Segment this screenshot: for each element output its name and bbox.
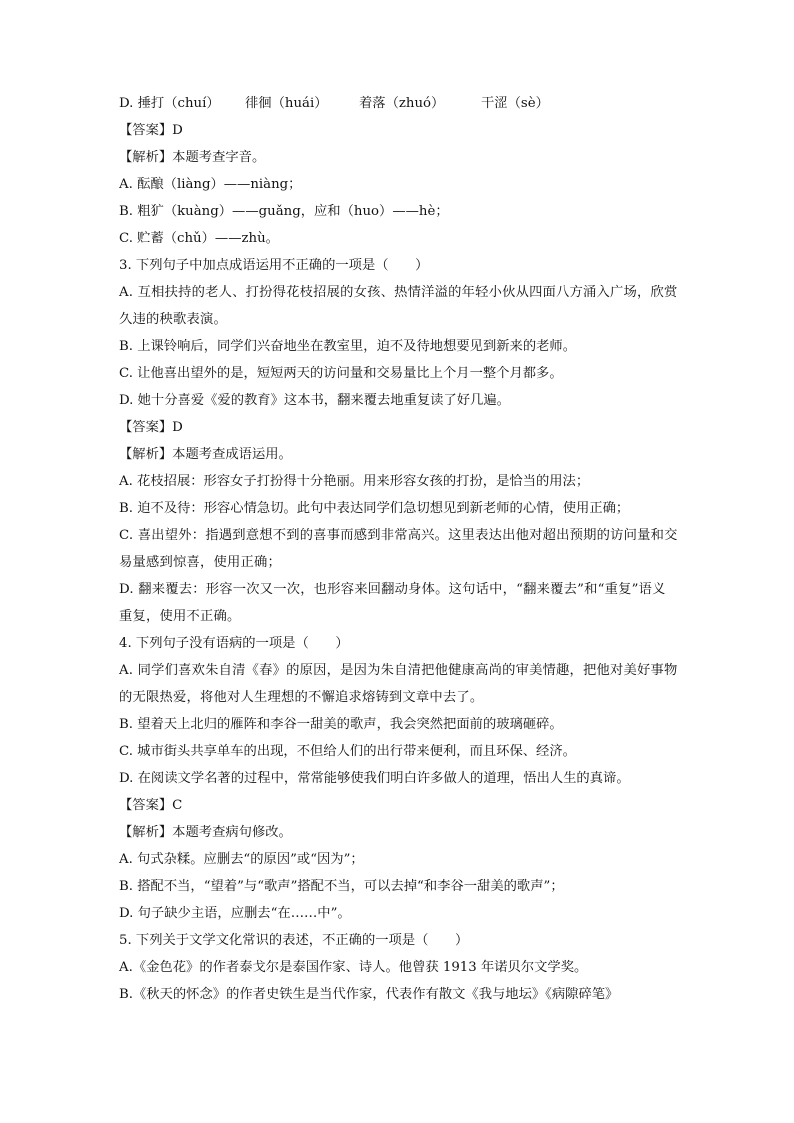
- prev-option-d-part-3: 着落（zhuó）: [359, 96, 445, 111]
- q3-analysis-c: C. 喜出望外：指遇到意想不到的喜事而感到非常高兴。这里表达出他对超出预期的访问量和交易量感到惊喜，使用正确；: [119, 528, 678, 570]
- prev-option-d-part-1: D. 捶打（chuí）: [119, 96, 220, 111]
- prev-answer: 【答案】D: [119, 123, 183, 138]
- prev-analysis-c: C. 贮蓄（chǔ）——zhù。: [119, 231, 279, 246]
- q3-analysis-d: D. 翻来覆去：形容一次又一次，也形容来回翻动身体。这句话中，“翻来覆去”和“重复”语义重复，使用不正确。: [119, 582, 666, 624]
- q4-option-c: C. 城市街头共享单车的出现，不但给人们的出行带来便利，而且环保、经济。: [119, 744, 576, 759]
- q4-answer: 【答案】C: [119, 798, 183, 813]
- prev-option-d: [119, 90, 679, 117]
- prev-option-d-part-4: 干涩（sè）: [481, 96, 549, 111]
- q3-option-b: B. 上课铃响后，同学们兴奋地坐在教室里，迫不及待地想要见到新来的老师。: [119, 339, 577, 354]
- q3-analysis-title: 【解析】本题考查成语运用。: [119, 447, 292, 462]
- q4-option-a: A. 同学们喜欢朱自清《春》的原因，是因为朱自清把他健康高尚的审美情趣，把他对美好事物的无限热爱，将他对人生理想的不懈追求熔铸到文章中去了。: [119, 663, 678, 705]
- q4-option-d: D. 在阅读文学名著的过程中，常常能够使我们明白许多做人的道理，悟出人生的真谛。: [119, 771, 630, 786]
- prev-analysis-b: B. 粗犷（kuàng）——guǎng，应和（huo）——hè；: [119, 204, 449, 219]
- q4-analysis-title: 【解析】本题考查病句修改。: [119, 825, 292, 840]
- prev-analysis-a: A. 酝酿（liàng）——niàng；: [119, 177, 302, 192]
- q5-stem: 5. 下列关于文学文化常识的表述，不正确的一项是（ ）: [119, 933, 469, 948]
- q5-option-b: B.《秋天的怀念》的作者史铁生是当代作家，代表作有散文《我与地坛》《病隙碎笔》: [119, 987, 619, 1002]
- q5-option-a: A.《金色花》的作者泰戈尔是泰国作家、诗人。他曾获 1913 年诺贝尔文学奖。: [119, 960, 588, 975]
- q3-analysis-a: A. 花枝招展：形容女子打扮得十分艳丽。用来形容女孩的打扮，是恰当的用法；: [119, 474, 590, 489]
- prev-option-d-part-2: 徘徊（huái）: [245, 96, 328, 111]
- q4-analysis-b: B. 搭配不当，“望着”与“歌声”搭配不当，可以去掉“和李谷一甜美的歌声”；: [119, 879, 564, 894]
- prev-analysis-title: 【解析】本题考查字音。: [119, 150, 266, 165]
- q4-analysis-d: D. 句子缺少主语，应删去“在……中”。: [119, 906, 351, 921]
- q3-analysis-b: B. 迫不及待：形容心情急切。此句中表达同学们急切想见到新老师的心情，使用正确；: [119, 501, 630, 516]
- q3-option-a: A. 互相扶持的老人、打扮得花枝招展的女孩、热情洋溢的年轻小伙从四面八方涌入广场，欣赏久违的秧歌表演。: [119, 285, 678, 327]
- q3-option-d: D. 她十分喜爱《爱的教育》这本书，翻来覆去地重复读了好几遍。: [119, 393, 510, 408]
- q3-option-c: C. 让他喜出望外的是，短短两天的访问量和交易量比上个月一整个月都多。: [119, 366, 563, 381]
- q3-stem: 3. 下列句子中加点成语运用不正确的一项是（ ）: [119, 258, 429, 273]
- q4-stem: 4. 下列句子没有语病的一项是（ ）: [119, 636, 349, 651]
- q4-analysis-a: A. 句式杂糅。应删去“的原因”或“因为”；: [119, 852, 364, 867]
- q3-answer: 【答案】D: [119, 420, 183, 435]
- document-body: [119, 90, 679, 1008]
- q4-option-b: B. 望着天上北归的雁阵和李谷一甜美的歌声，我会突然把面前的玻璃砸碎。: [119, 717, 563, 732]
